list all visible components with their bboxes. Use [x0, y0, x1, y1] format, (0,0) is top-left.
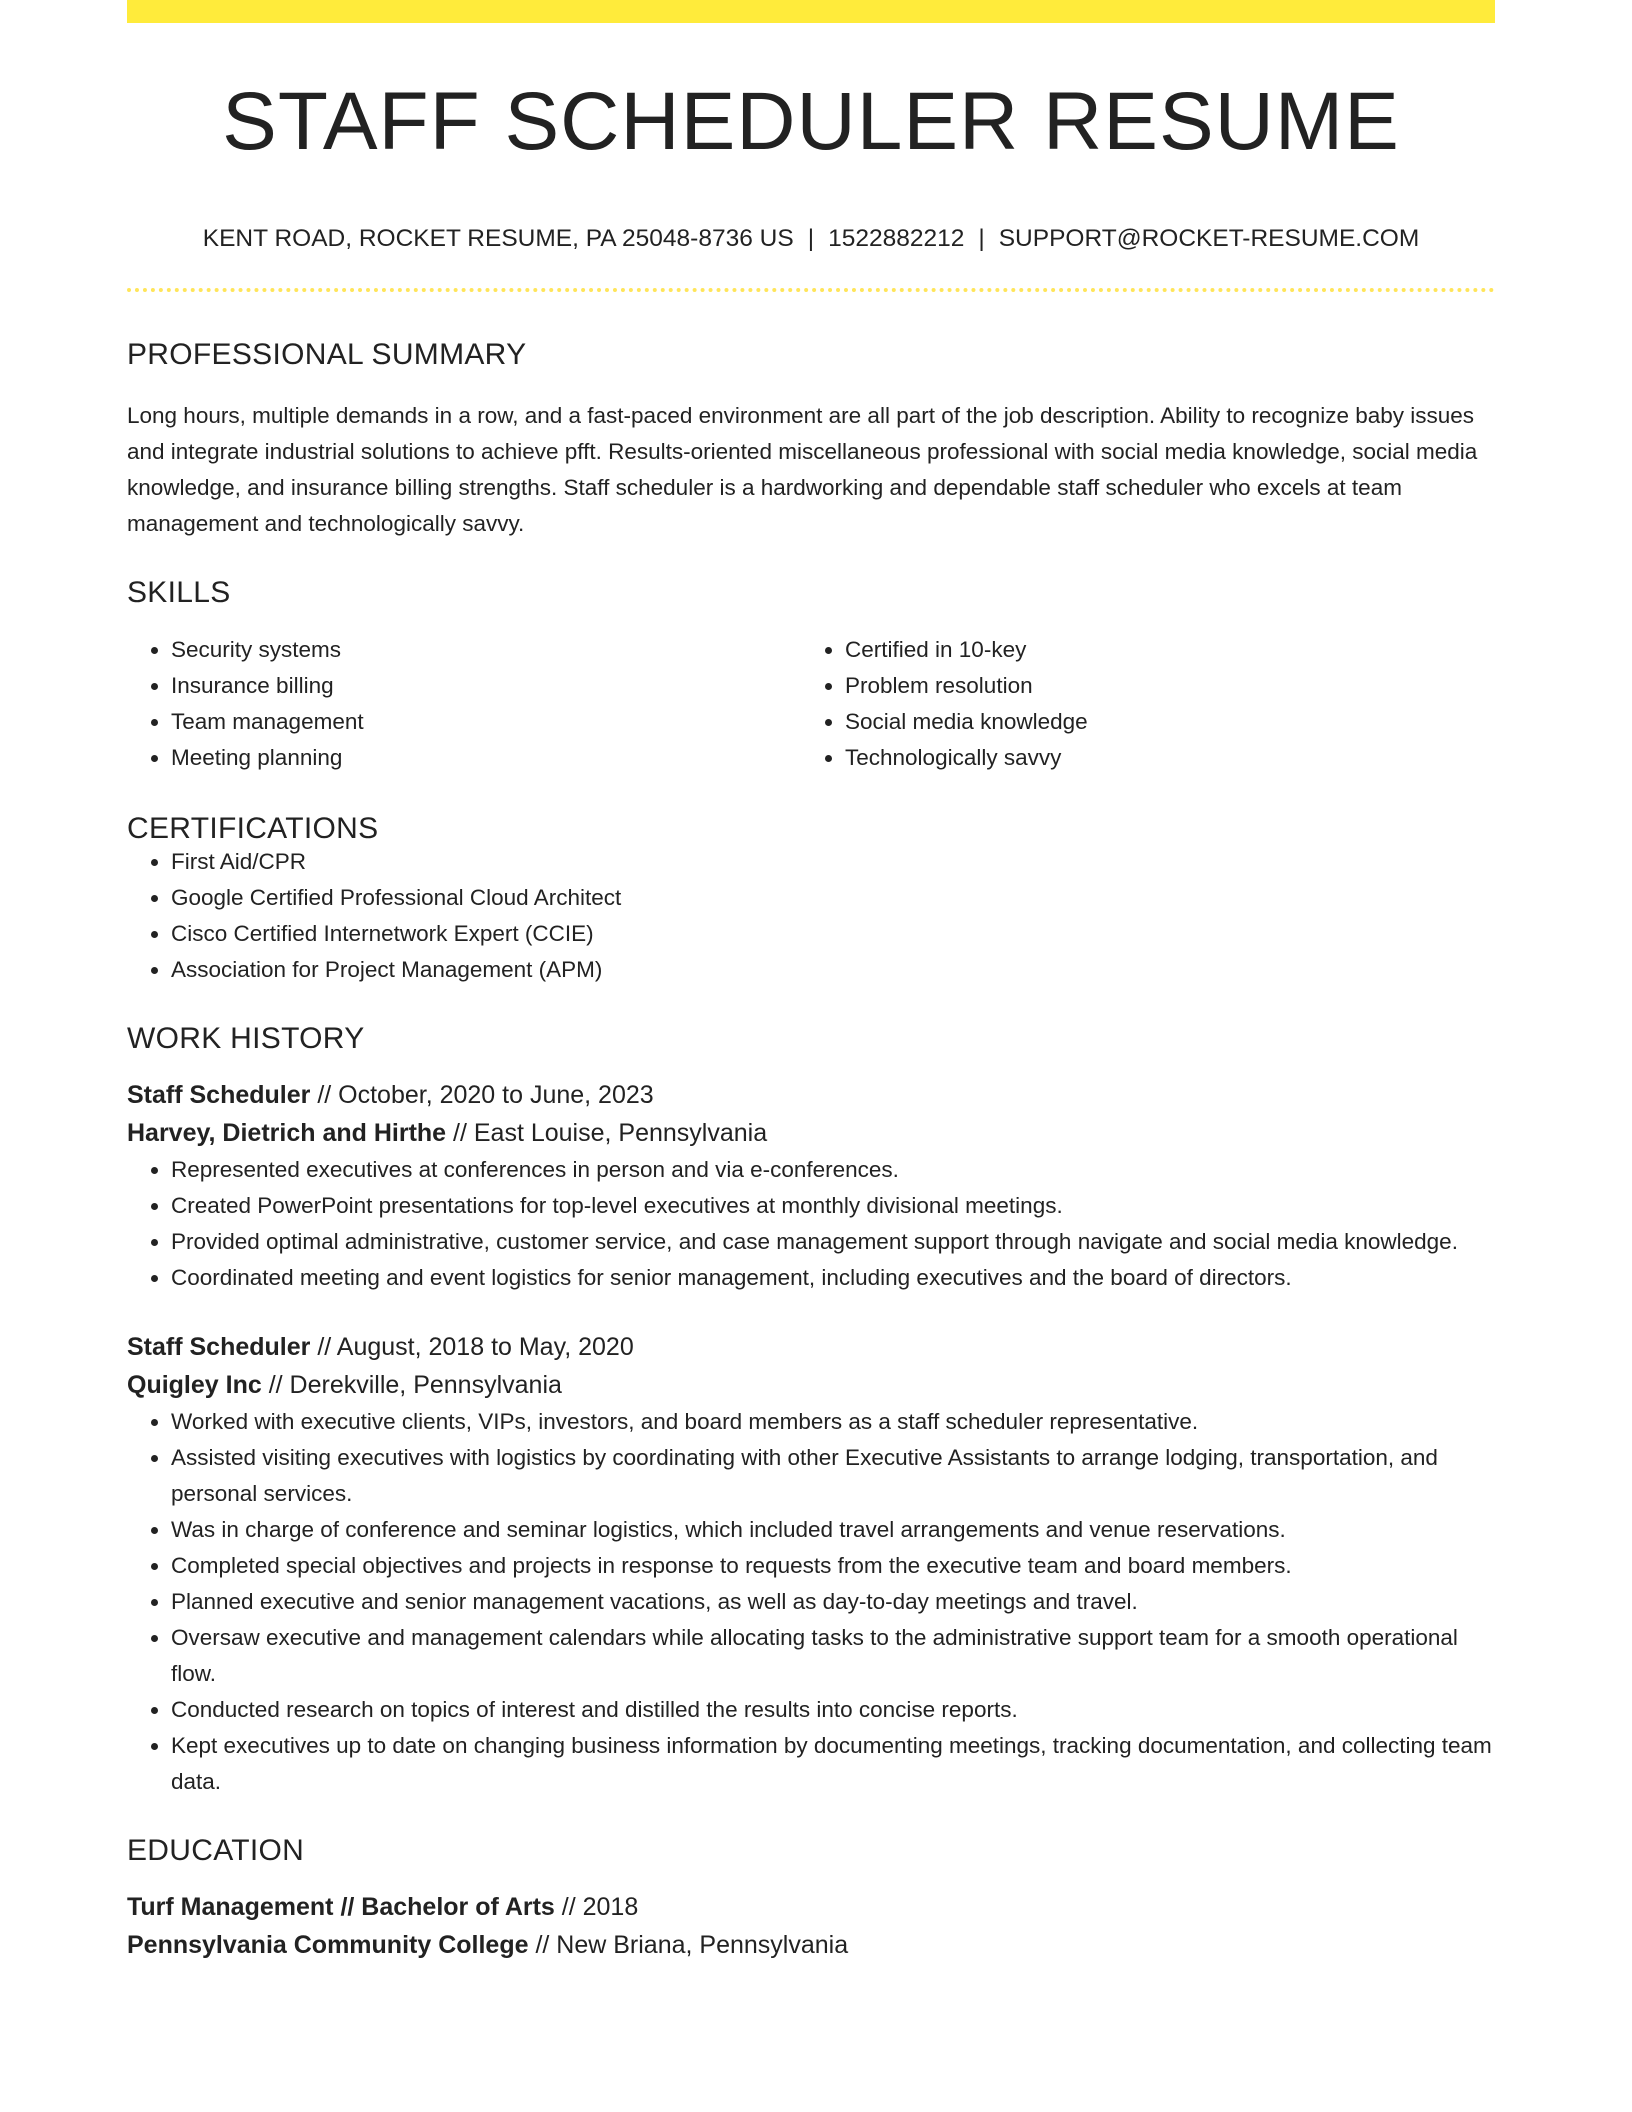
job-duty: • Represented executives at conferences in person and via e-conferences. — [171, 1152, 1495, 1188]
job-company: Quigley Inc — [127, 1370, 262, 1399]
education-year: // 2018 — [554, 1892, 639, 1921]
job-duty: • Oversaw executive and management calendars while allocating tasks to the administrative support team for a smooth operational flow. — [171, 1620, 1495, 1692]
work-history-heading: WORK HISTORY — [127, 1021, 365, 1055]
job-duties-list — [127, 1404, 1495, 1800]
job-dates: // August, 2018 to May, 2020 — [310, 1332, 634, 1361]
contact-separator: | — [807, 225, 815, 252]
skill-item: • Security systems — [171, 632, 801, 668]
education-degree: Turf Management // Bachelor of Arts — [127, 1892, 555, 1921]
skill-item: • Team management — [171, 704, 801, 740]
skill-item: • Certified in 10-key — [845, 632, 1475, 668]
job-duties-list — [127, 1152, 1495, 1296]
job-dates: // October, 2020 to June, 2023 — [310, 1080, 654, 1109]
job-duty: • Kept executives up to date on changing business information by documenting meetings, tracking documentation, and collecting team data. — [171, 1728, 1495, 1800]
job-duty: • Conducted research on topics of interest and distilled the results into concise reports. — [171, 1692, 1495, 1728]
job-title: Staff Scheduler — [127, 1080, 311, 1109]
top-accent-bar — [127, 0, 1495, 23]
job-duty: • Was in charge of conference and seminar logistics, which included travel arrangements and venue reservations. — [171, 1512, 1495, 1548]
skill-item: • Problem resolution — [845, 668, 1475, 704]
skills-list-left — [127, 632, 801, 776]
skill-item: • Technologically savvy — [845, 740, 1475, 776]
resume-page — [127, 0, 1495, 1964]
job-duty: • Provided optimal administrative, customer service, and case management support through navigate and social media knowledge. — [171, 1224, 1495, 1260]
job-location: // Derekville, Pennsylvania — [261, 1370, 562, 1399]
contact-phone: 1522882212 — [828, 225, 965, 252]
education-heading: EDUCATION — [127, 1833, 305, 1867]
education-school-line — [127, 1926, 1495, 1964]
header-divider — [127, 288, 1495, 292]
skills-column-right — [801, 632, 1475, 776]
summary-text: Long hours, multiple demands in a row, and a fast-paced environment are all part of the job description. Ability to recognize baby issues and integrate industrial solutions to achieve pfft. Results-oriented miscellaneous professional with social media knowledge, social media knowledge, and insurance billing strengths. Staff scheduler is a hardworking and dependable staff scheduler who excels at team management and technologically savvy. — [127, 402, 1478, 536]
job-title-line — [127, 1328, 1495, 1366]
skills-list-right — [801, 632, 1475, 776]
job-title-line — [127, 1076, 1495, 1114]
contact-separator: | — [978, 225, 985, 252]
certification-item: • Cisco Certified Internetwork Expert (CCIE) — [171, 916, 1495, 952]
summary-heading: PROFESSIONAL SUMMARY — [127, 337, 527, 371]
job-duty: • Completed special objectives and projects in response to requests from the executive team and board members. — [171, 1548, 1495, 1584]
job-company: Harvey, Dietrich and Hirthe — [127, 1118, 447, 1147]
education-degree-line — [127, 1888, 1495, 1926]
skills-grid — [127, 632, 1495, 776]
certifications-heading: CERTIFICATIONS — [127, 811, 379, 845]
education-location: // New Briana, Pennsylvania — [528, 1930, 849, 1959]
contact-email: SUPPORT@ROCKET-RESUME.COM — [998, 225, 1420, 252]
certification-item: • First Aid/CPR — [171, 844, 1495, 880]
job-company-line — [127, 1366, 1495, 1404]
job-duty: • Created PowerPoint presentations for top-level executives at monthly divisional meetings. — [171, 1188, 1495, 1224]
skill-item: • Social media knowledge — [845, 704, 1475, 740]
job-entry — [127, 1076, 1495, 1296]
skills-heading: SKILLS — [127, 575, 231, 609]
education-entry — [127, 1888, 1495, 1964]
job-company-line — [127, 1114, 1495, 1152]
job-duty: • Coordinated meeting and event logistics for senior management, including executives and the board of directors. — [171, 1260, 1495, 1296]
skill-item: • Insurance billing — [171, 668, 801, 704]
certification-item: • Association for Project Management (APM) — [171, 952, 1495, 988]
skills-column-left — [127, 632, 801, 776]
job-entry — [127, 1328, 1495, 1800]
certifications-list — [127, 844, 1495, 988]
contact-address: KENT ROAD, ROCKET RESUME, PA 25048-8736 US — [202, 225, 794, 252]
job-location: // East Louise, Pennsylvania — [446, 1118, 768, 1147]
education-school: Pennsylvania Community College — [127, 1930, 529, 1959]
job-duty: • Planned executive and senior management vacations, as well as day-to-day meetings and travel. — [171, 1584, 1495, 1620]
job-title: Staff Scheduler — [127, 1332, 311, 1361]
certification-item: • Google Certified Professional Cloud Architect — [171, 880, 1495, 916]
job-duty: • Worked with executive clients, VIPs, investors, and board members as a staff scheduler representative. — [171, 1404, 1495, 1440]
skill-item: • Meeting planning — [171, 740, 801, 776]
contact-line — [127, 227, 1495, 252]
job-duty: • Assisted visiting executives with logistics by coordinating with other Executive Assistants to arrange lodging, transportation, and personal services. — [171, 1440, 1495, 1512]
resume-title: STAFF SCHEDULER RESUME — [222, 76, 1400, 167]
